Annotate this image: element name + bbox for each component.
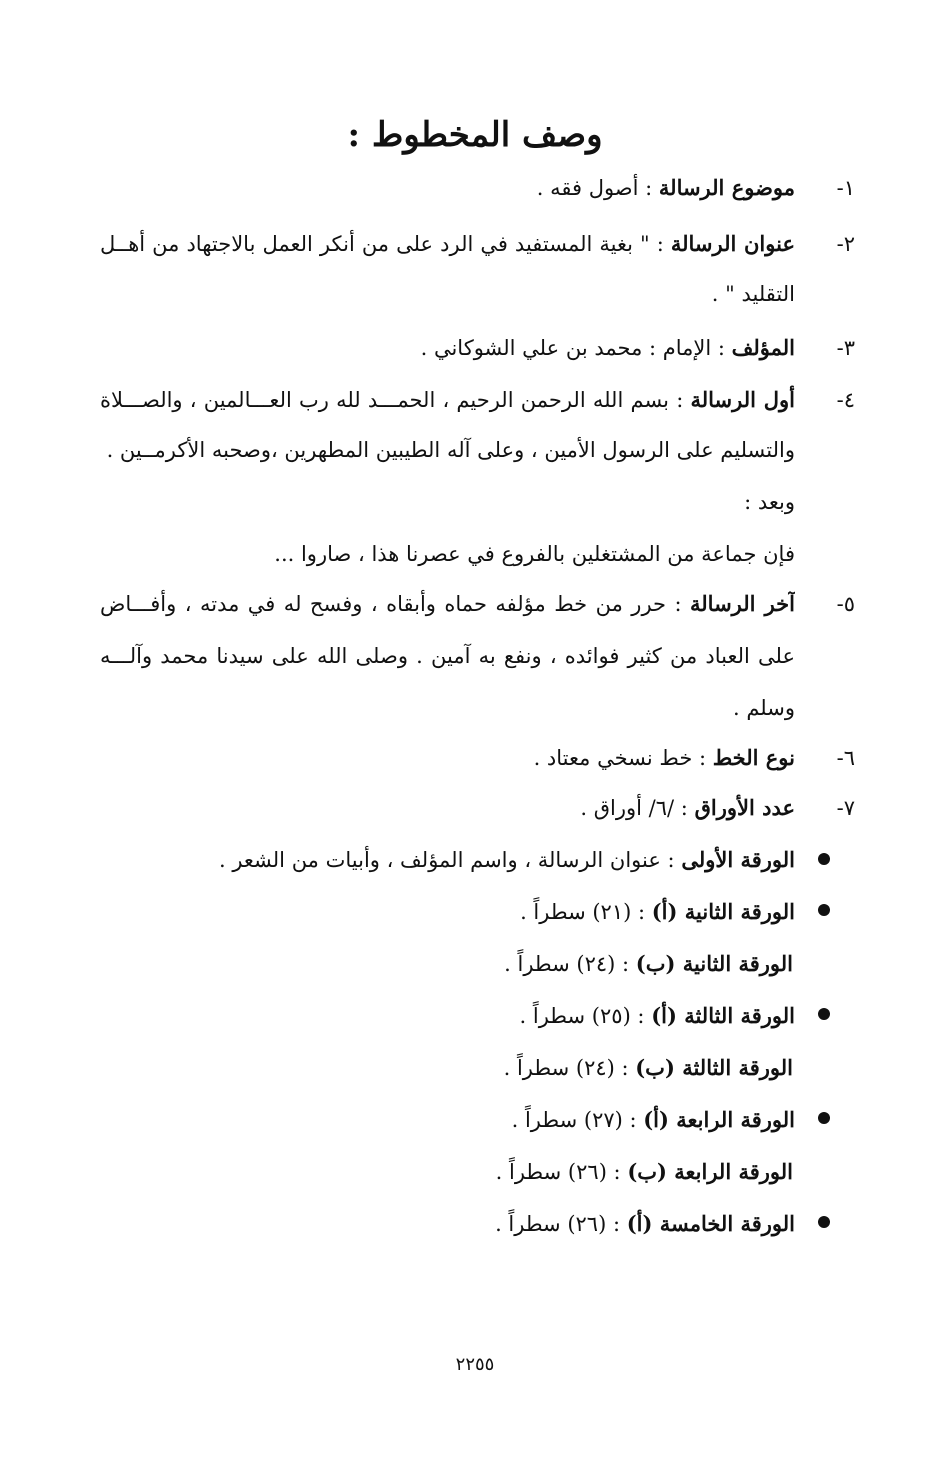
item-text: : /٦/ أوراق .	[580, 796, 695, 820]
item-continuation: التقليد " .	[711, 282, 795, 306]
item-text: : بسم الله الرحمن الرحيم ، الحمـــد لله رب العـــالمين ، والصـــلاة	[100, 388, 691, 412]
item-continuation: على العباد من كثير فوائده ، ونفع به آمين . وصلى الله على سيدنا محمد وآلـــه	[100, 644, 795, 668]
leaf-text: : (٢٤) سطراً .	[504, 952, 636, 976]
item-label: أول الرسالة	[690, 387, 795, 412]
item-number: ٧-	[836, 796, 855, 820]
item-number: ١-	[836, 176, 855, 200]
page-number: ٢٢٥٥	[455, 1354, 495, 1375]
item-number: ٢-	[836, 232, 855, 256]
item-line	[100, 782, 795, 834]
item-line	[100, 162, 795, 214]
item-continuation: وسلم .	[732, 696, 795, 720]
item-text: : أصول فقه .	[536, 176, 659, 200]
page-title: وصف المخطوط :	[347, 115, 603, 155]
item-label: نوع الخط	[712, 745, 795, 770]
leaf-text: : (٢١) سطراً .	[520, 900, 652, 924]
item-text: : حرر من خط مؤلفه حماه وأبقاه ، وفسح له في مدته ، وأفـــاض	[100, 592, 691, 616]
bullet-icon	[818, 1216, 830, 1228]
item-label: عدد الأوراق	[694, 795, 795, 820]
leaf-line	[520, 990, 795, 1042]
leaf-label: الورقة الخامسة (أ)	[626, 1211, 795, 1236]
item-line	[100, 218, 795, 270]
leaf-label: الورقة الرابعة (أ)	[643, 1107, 795, 1132]
leaf-label: الورقة الأولى	[681, 847, 795, 872]
bullet-icon	[818, 904, 830, 916]
item-continuation: وبعد :	[744, 490, 795, 514]
bullet-icon	[818, 853, 830, 865]
leaf-line	[219, 834, 795, 886]
bullet-icon	[818, 1008, 830, 1020]
leaf-line	[496, 1146, 793, 1198]
item-continuation: والتسليم على الرسول الأمين ، وعلى آله الطيبين المطهرين ،وصحبه الأكرمــين .	[106, 438, 795, 462]
item-continuation: فإن جماعة من المشتغلين بالفروع في عصرنا هذا ، صاروا ...	[274, 542, 795, 566]
leaf-text: : (٢٧) سطراً .	[511, 1108, 644, 1132]
leaf-text: : (٢٦) سطراً .	[495, 1212, 627, 1236]
item-text: : " بغية المستفيد في الرد على من أنكر العمل بالاجتهاد من أهــل	[100, 232, 671, 256]
item-number: ٣-	[836, 336, 855, 360]
leaf-label: الورقة الثانية (أ)	[651, 899, 795, 924]
item-number: ٦-	[836, 746, 855, 770]
item-label: آخر الرسالة	[690, 591, 795, 616]
item-text: : خط نسخي معتاد .	[533, 746, 713, 770]
item-line	[100, 732, 795, 784]
item-number: ٤-	[836, 388, 855, 412]
leaf-text: : (٢٥) سطراً .	[519, 1004, 652, 1028]
item-label: موضوع الرسالة	[658, 175, 795, 200]
leaf-text: : (٢٦) سطراً .	[495, 1160, 628, 1184]
leaf-line	[520, 886, 795, 938]
leaf-label: الورقة الثالثة (أ)	[651, 1003, 795, 1028]
item-line	[100, 374, 795, 426]
leaf-text: : عنوان الرسالة ، واسم المؤلف ، وأبيات من الشعر .	[218, 848, 682, 872]
leaf-line	[504, 938, 793, 990]
leaf-line	[512, 1094, 795, 1146]
leaf-label: الورقة الثانية (ب)	[635, 951, 793, 976]
leaf-line	[495, 1198, 795, 1250]
item-label: عنوان الرسالة	[670, 231, 795, 256]
bullet-icon	[818, 1112, 830, 1124]
leaf-label: الورقة الثالثة (ب)	[635, 1055, 793, 1080]
item-number: ٥-	[836, 592, 855, 616]
item-text: : الإمام : محمد بن علي الشوكاني .	[420, 336, 732, 360]
item-label: المؤلف	[731, 335, 795, 360]
leaf-line	[504, 1042, 793, 1094]
item-line	[100, 322, 795, 374]
leaf-text: : (٢٤) سطراً .	[503, 1056, 636, 1080]
leaf-label: الورقة الرابعة (ب)	[627, 1159, 793, 1184]
item-line	[100, 578, 795, 630]
